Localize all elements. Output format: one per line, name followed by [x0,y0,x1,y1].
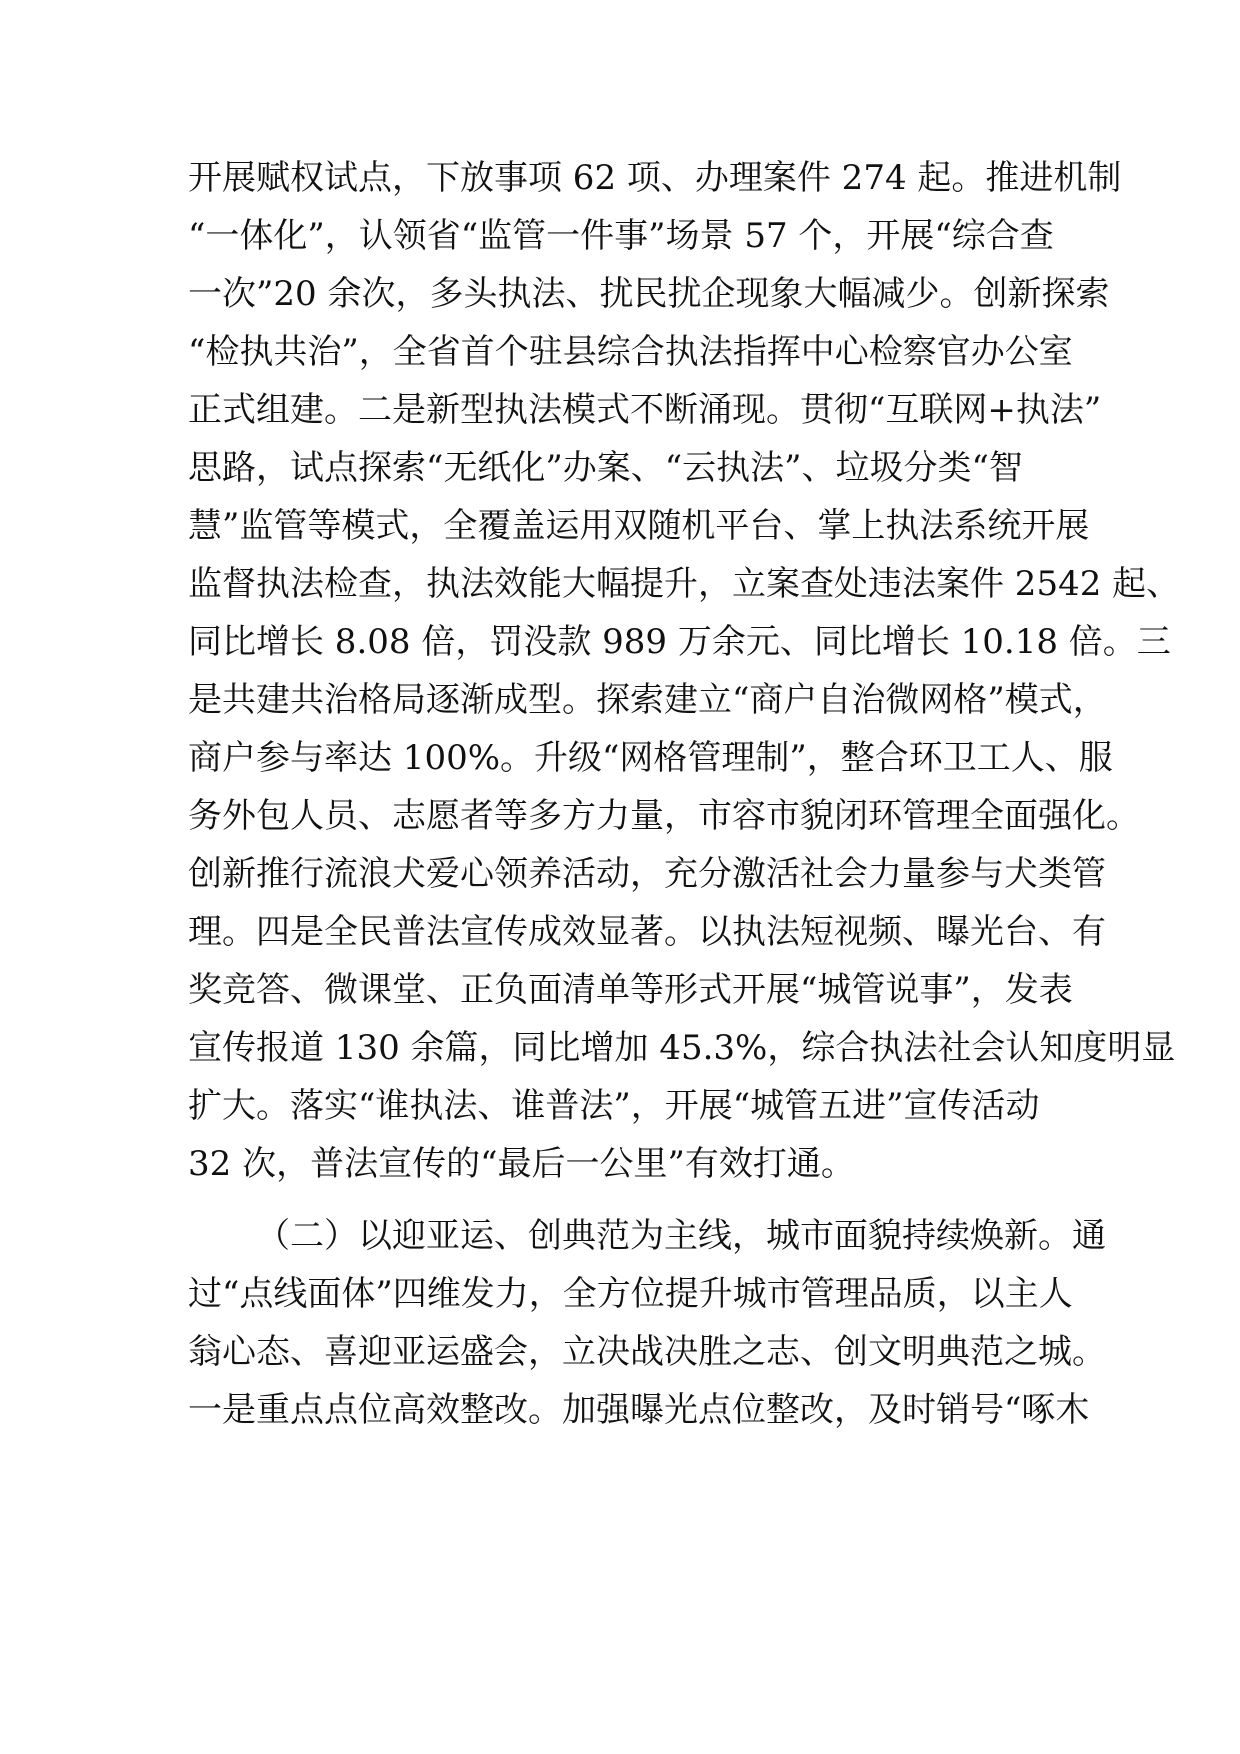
body-text-line: 开展赋权试点，下放事项 62 项、办理案件 274 起。推进机制 [188,158,1122,198]
body-text-line: 宣传报道 130 余篇，同比增加 45.3%，综合执法社会认知度明显 [188,1028,1176,1068]
body-text-line: 慧”监管等模式，全覆盖运用双随机平台、掌上执法系统开展 [188,506,1090,546]
body-text-line: 同比增长 8.08 倍，罚没款 989 万余元、同比增长 10.18 倍。三 [188,622,1171,662]
body-text-line: 扩大。落实“谁执法、谁普法”，开展“城管五进”宣传活动 [188,1086,1040,1126]
section-heading-line: （二）以迎亚运、创典范为主线，城市面貌持续焕新。通 [256,1216,1106,1256]
body-text-line: 思路，试点探索“无纸化”办案、“云执法”、垃圾分类“智 [188,448,1023,488]
body-text-line: 一次”20 余次，多头执法、扰民扰企现象大幅减少。创新探索 [188,274,1110,314]
body-text-line: 监督执法检查，执法效能大幅提升，立案查处违法案件 2542 起、 [188,564,1181,604]
body-text-line: 过“点线面体”四维发力，全方位提升城市管理品质，以主人 [188,1274,1073,1314]
body-text-line: 奖竞答、微课堂、正负面清单等形式开展“城管说事”，发表 [188,970,1073,1010]
body-text-line: 正式组建。二是新型执法模式不断涌现。贯彻“互联网+执法” [188,390,1102,430]
body-text-line: 是共建共治格局逐渐成型。探索建立“商户自治微网格”模式， [188,680,1107,720]
body-text-line: 32 次，普法宣传的“最后一公里”有效打通。 [188,1144,855,1184]
body-text-line: 务外包人员、志愿者等多方力量，市容市貌闭环管理全面强化。 [188,796,1140,836]
body-text-line: 理。四是全民普法宣传成效显著。以执法短视频、曝光台、有 [188,912,1106,952]
body-text-line: “检执共治”，全省首个驻县综合执法指挥中心检察官办公室 [188,332,1073,372]
body-text-line: 创新推行流浪犬爱心领养活动，充分激活社会力量参与犬类管 [188,854,1106,894]
body-text-line: 翁心态、喜迎亚运盛会，立决战决胜之志、创文明典范之城。 [188,1332,1106,1372]
body-text-line: “一体化”，认领省“监管一件事”场景 57 个，开展“综合查 [188,216,1054,256]
body-text-line: 一是重点点位高效整改。加强曝光点位整改，及时销号“啄木 [188,1390,1090,1430]
body-text-line: 商户参与率达 100%。升级“网格管理制”，整合环卫工人、服 [188,738,1113,778]
